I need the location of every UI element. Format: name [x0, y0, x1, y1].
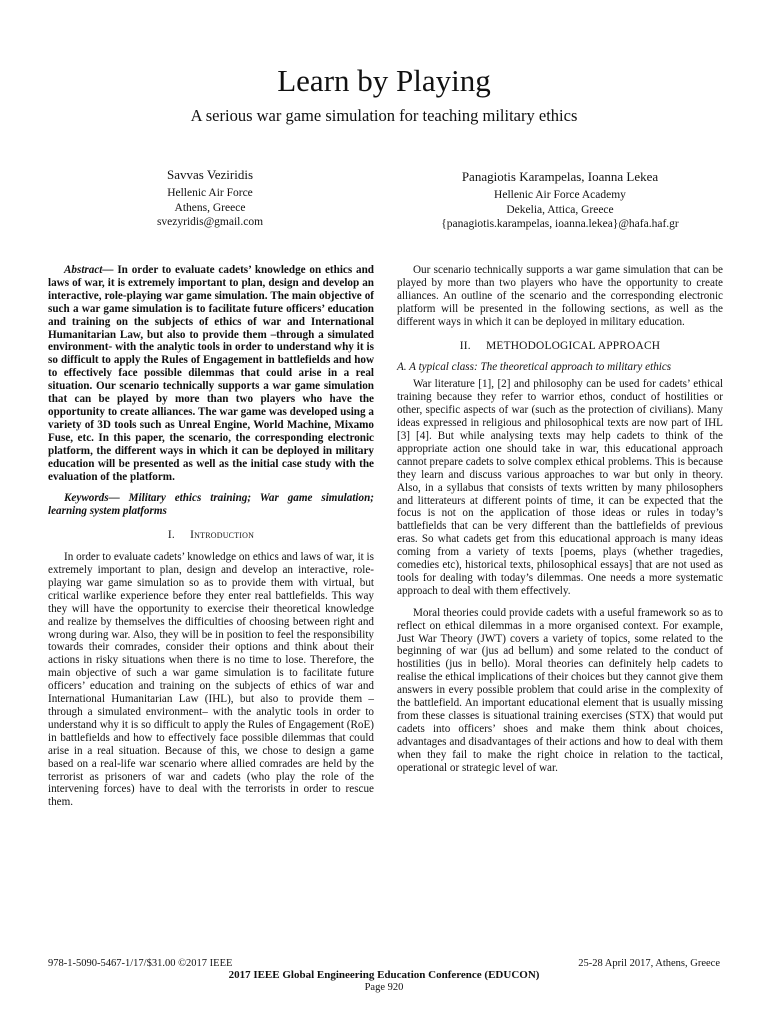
intro-paragraph-1: In order to evaluate cadets’ knowledge on ethics and laws of war, it is extremely important to plan, design and develop an interactive, role-playing war game simulation so as to provide them with virtual, but critical warlike experience before they enter real battlefields. This way they will have the opportunity to exercise their theoretical knowledge and realize by themselves the difficulties of choosing between right and wrong during war. Also, they will be in position to feel the responsibility towards their comrades, consider their options and think about their actions in risky situations when there is no time to lose. Therefore, the main objective of such a war game simulation is to facilitate future officers’ education and training on the subjects of ethics of war and International Humanitarian Law (IHL), but also to provide them –through a simulated environment– with the analytic tools in order to understand why it is so difficult to apply the Rules of Engagement (RoE) in battlefields and how to effectively face possible dilemmas that could arise in a real situation. Because of this, we chose to design a game based on a real-life war scenario where allied comrades are held by the terrorist as prisoners of war and cadets (who play the role of the intervening forces) have to deal with the terrorists in order to rescue them. [48, 551, 374, 809]
author-affiliation: Hellenic Air Force Academy [494, 189, 626, 201]
keywords [48, 492, 374, 518]
footer-isbn: 978-1-5090-5467-1/17/$31.00 ©2017 IEEE [48, 958, 233, 969]
abstract-label: Abstract— [64, 264, 114, 276]
footer-date-location: 25-28 April 2017, Athens, Greece [578, 958, 720, 969]
author-email: svezyridis@gmail.com [156, 216, 264, 228]
abstract [48, 264, 374, 483]
author-location: Athens, Greece [174, 201, 246, 214]
section-title: Introduction [190, 529, 255, 542]
left-column [48, 264, 374, 818]
intro-paragraph-2: Our scenario technically supports a war game simulation that can be played by more than two players who have the opportunity to create alliances. An outline of the scenario and the corresponding electronic platform will be presented in the following sections, as well as the different ways in which it can be deployed in military education. [397, 264, 723, 328]
section-title: METHODOLOGICAL APPROACH [486, 339, 661, 352]
author-block-right [420, 168, 700, 232]
footer-page-number: Page 920 [364, 982, 404, 993]
keywords-label: Keywords— [64, 492, 120, 505]
paper-title: Learn by Playing [277, 63, 491, 98]
section-heading-methodology [397, 340, 723, 353]
paper-subtitle: A serious war game simulation for teaching military ethics [190, 106, 578, 125]
keywords-text: Military ethics training; War game simulation; learning system platforms [48, 492, 374, 518]
author-affiliation: Hellenic Air Force [167, 187, 253, 199]
author-name: Savvas Veziridis [166, 167, 254, 182]
method-paragraph-1: War literature [1], [2] and philosophy can be used for cadets’ ethical training because they refer to warrior ethos, conduct of hostilities or other, specific aspects of war (such as the protection of civilians). Many ideas expressed in religious and philosophical texts are now part of IHL [3] [4]. But while analysing texts may help cadets to think of the appropriate action one should take in war, this educational approach cannot prepare cadets to solve complex ethical problems. This is because they learn and discuss various approaches to war but only in theory. Also, in a syllabus that consists of texts written by many philosophers and litterateurs at different points of time, it can be expected that the focus is not on the application of those ideas or rules in today’s battlefields that can be very different than the battlefields of previous eras. So what cadets get from this educational approach is many ideas coming from a variety of texts [poems, plays (whether tragedies, comedies etc), historical texts, philosophical essays] that are not used as tools for dealing with today’s dilemmas. One needs a more systematic approach to deal with them effectively. [397, 378, 723, 597]
section-heading-introduction [48, 529, 374, 542]
abstract-text: In order to evaluate cadets’ knowledge on ethics and laws of war, it is extremely important to plan, design and develop an interactive, role-playing war game simulation. The main objective of such a war game simulation is to facilitate future officers’ education and training on the subjects of ethics of war and International Humanitarian Law, but also to provide them –through a simulated environment- with the analytic tools in order to understand why it is so difficult to apply the Rules of Engagement in battlefields and how to effectively face possible dilemmas that could arise in a real situation. Our scenario technically supports a war game simulation that can be played by more than two players who have the opportunity to create alliances. The war game was developed using a variety of 3D tools such as Unreal Engine, World Machine, Mixamo Fuse, etc. In this paper, the scenario, the corresponding electronic platform, the different ways in which it can be deployed in military education will be presented as well as the initial case study with the evaluation of the platform. [48, 264, 374, 483]
section-number: I. [167, 529, 175, 542]
right-column [397, 264, 723, 784]
footer-conference: 2017 IEEE Global Engineering Education Conference (EDUCON) [228, 969, 540, 981]
author-location: Dekelia, Attica, Greece [506, 203, 614, 216]
method-paragraph-2: Moral theories could provide cadets with a useful framework so as to reflect on ethical dilemmas in a more organised context. For example, Just War Theory (JWT) covers a variety of topics, some related to the beginning of war (jus ad bellum) and some related to the conduct of hostilities (jus in bello). Moral theories can definitely help cadets to realise the ethical implications of their choices but they cannot give them answers in every possible problem that could arise in the complexity of the battlefield. An important educational element that is usually missing from these classes is situational training exercises (STX) that would put cadets into officers’ shoes and make them think about choices, advantages and disadvantages of their actions and how to deal with them when they fail to make the right choice in relation to the tactical, operational or strategic level of war. [397, 606, 723, 774]
author-email: {panagiotis.karampelas, ioanna.lekea}@hafa.haf.gr [441, 218, 679, 230]
author-block-left [110, 166, 310, 230]
author-name: Panagiotis Karampelas, Ioanna Lekea [461, 169, 659, 184]
subsection-heading: A. A typical class: The theoretical approach to military ethics [397, 361, 672, 374]
section-number: II. [459, 339, 471, 352]
